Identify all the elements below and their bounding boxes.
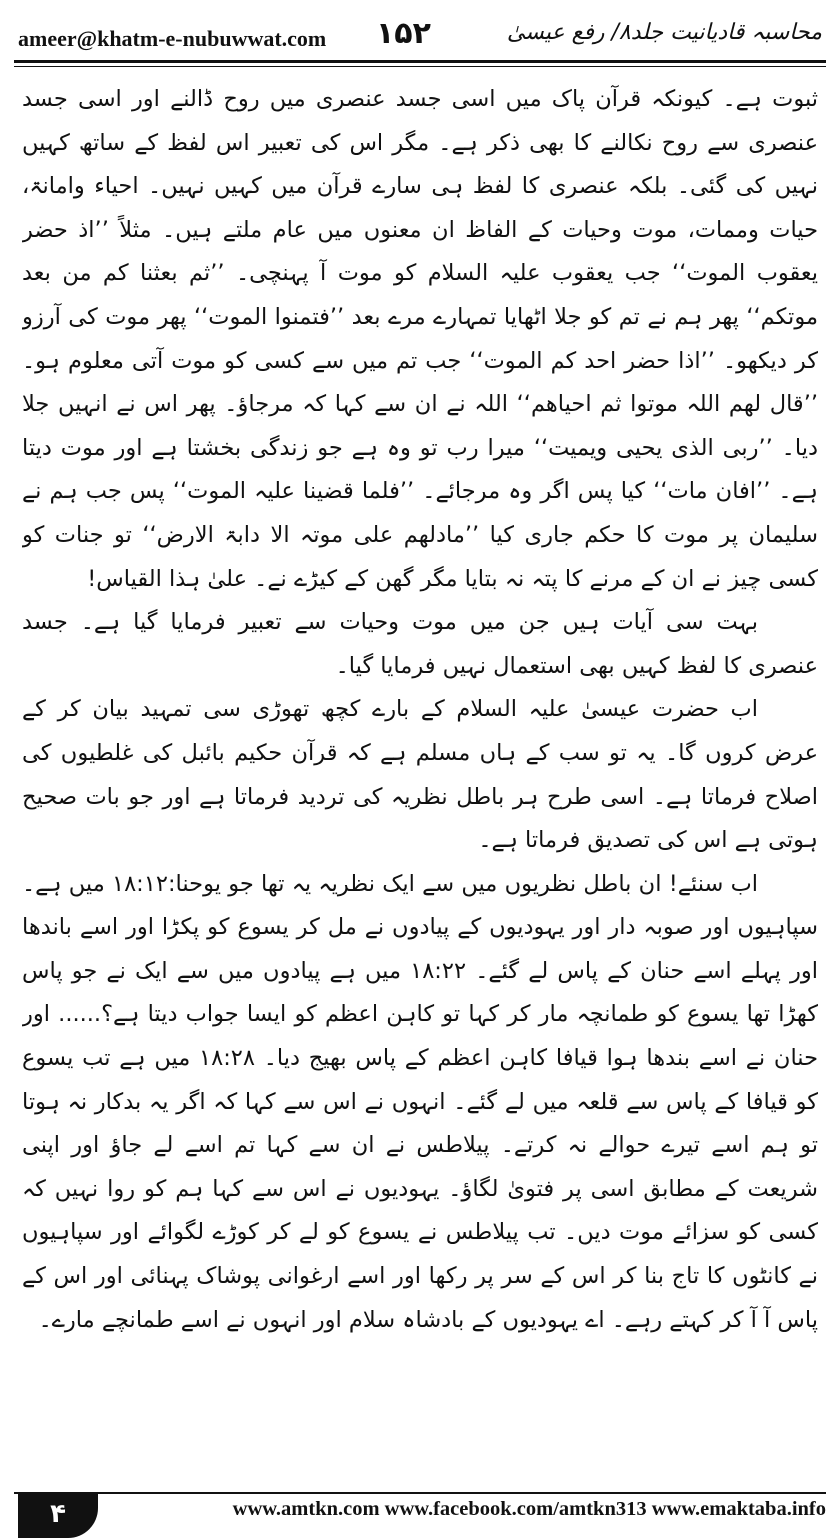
paragraph-2: بہت سی آیات ہیں جن میں موت وحیات سے تعبیر فرمایا گیا ہے۔ جسد عنصری کا لفظ کہیں بھی استعمال نہیں فرمایا گیا۔ [22, 609, 818, 679]
folio-badge: ۴ [18, 1494, 98, 1538]
page-number: ۱۵۲ [376, 16, 431, 51]
paragraph-3: اب حضرت عیسیٰ علیہ السلام کے بارے کچھ تھوڑی سی تمہید بیان کر کے عرض کروں گا۔ یہ تو سب کے ہاں مسلم ہے کہ قرآن حکیم بائبل کی غلطیوں کی اصلاح فرماتا ہے۔ اسی طرح ہر باطل نظریہ کی تردید فرماتا ہے اور جو بات صحیح ہوتی ہے اس کی تصدیق فرماتا ہے۔ [22, 696, 818, 854]
page-footer [0, 1480, 840, 1540]
paragraph-4: اب سنئے! ان باطل نظریوں میں سے ایک نظریہ یہ تھا جو یوحنا:۱۸:۱۲ میں ہے۔ سپاہیوں اور صوبہ دار اور یہودیوں کے پیادوں نے مل کر یسوع کو پکڑا اور اسے باندھا اور پہلے اسے حنان کے پاس لے گئے۔ ۱۸:۲۲ میں ہے پیادوں میں سے ایک نے جو پاس کھڑا تھا یسوع کو طمانچہ مار کر کہا تو کاہن اعظم کو ایسا جواب دیتا ہے؟...... اور حنان نے اسے بندھا ہوا قیافا کاہن اعظم کے پاس بھیج دیا۔ ۱۸:۲۸ میں ہے تب یسوع کو قیافا کے پاس سے قلعہ میں لے گئے۔ انہوں نے اس سے کہا کہ اگر یہ بدکار نہ ہوتا تو ہم اسے تیرے حوالے نہ کرتے۔ پیلاطس نے ان سے کہا تم اسے لے جاؤ اور اپنی شریعت کے مطابق اسی پر فتویٰ لگاؤ۔ یہودیوں نے اس سے کہا ہم کو روا نہیں کہ کسی کو سزائے موت دیں۔ تب پیلاطس نے یسوع کو لے کر کوڑے لگوائے اور سپاہیوں نے کانٹوں کا تاج بنا کر اس کے سر پر رکھا اور اسے ارغوانی پوشاک پہنائی اور اس کے پاس آ آ کر کہتے رہے۔ اے یہودیوں کے بادشاہ سلام اور انہوں نے اسے طمانچے مارے۔ [22, 870, 818, 1333]
book-title: محاسبہ قادیانیت جلد۸/ رفع عیسیٰ [506, 20, 822, 45]
footer-websites[interactable]: www.amtkn.com www.facebook.com/amtkn313 www.emaktaba.info [232, 1498, 826, 1520]
header-rule [14, 60, 826, 63]
paragraph-1: ثبوت ہے۔ کیونکہ قرآن پاک میں اسی جسد عنصری میں روح ڈالنے اور اسی جسد عنصری سے روح نکالنے کا بھی ذکر ہے۔ مگر اس کی تعبیر اس لفظ کے ساتھ کہیں نہیں کی گئی۔ بلکہ عنصری کا لفظ ہی سارے قرآن میں کہیں نہیں۔ احیاء وامانۃ، حیات وممات، موت وحیات کے الفاظ ان معنوں میں عام ملتے ہیں۔ مثلاً ’’اذ حضر یعقوب الموت‘‘ جب یعقوب علیہ السلام کو موت آ پہنچی۔ ’’ثم بعثنا کم من بعد موتکم‘‘ پھر ہم نے تم کو جلا اٹھایا تمہارے مرے بعد ’’فتمنوا الموت‘‘ پھر موت کی آرزو کر دیکھو۔ ’’اذا حضر احد کم الموت‘‘ جب تم میں سے کسی کو موت آتی معلوم ہو۔ ’’قال لھم اللہ موتوا ثم احیاھم‘‘ اللہ نے ان سے کہا کہ مرجاؤ۔ پھر اس نے انہیں جلا دیا۔ ’’ربی الذی یحیی ویمیت‘‘ میرا رب تو وہ ہے جو زندگی بخشتا ہے اور موت دیتا ہے۔ ’’افان مات‘‘ کیا پس اگر وہ مرجائے۔ ’’فلما قضینا علیہ الموت‘‘ پس جب ہم نے سلیمان پر موت کا حکم جاری کیا ’’مادلھم علی موتہ الا دابۃ الارض‘‘ تو جنات کو کسی چیز نے ان کے مرنے کا پتہ نہ بتایا مگر گھن کے کیڑے نے۔ علیٰ ہذا القیاس! [22, 86, 818, 592]
header-rule-thin [14, 66, 826, 67]
page-body [22, 78, 818, 1468]
page-header [0, 0, 840, 70]
header-email: ameer@khatm-e-nubuwwat.com [18, 26, 327, 51]
footer-rule [14, 1492, 826, 1494]
